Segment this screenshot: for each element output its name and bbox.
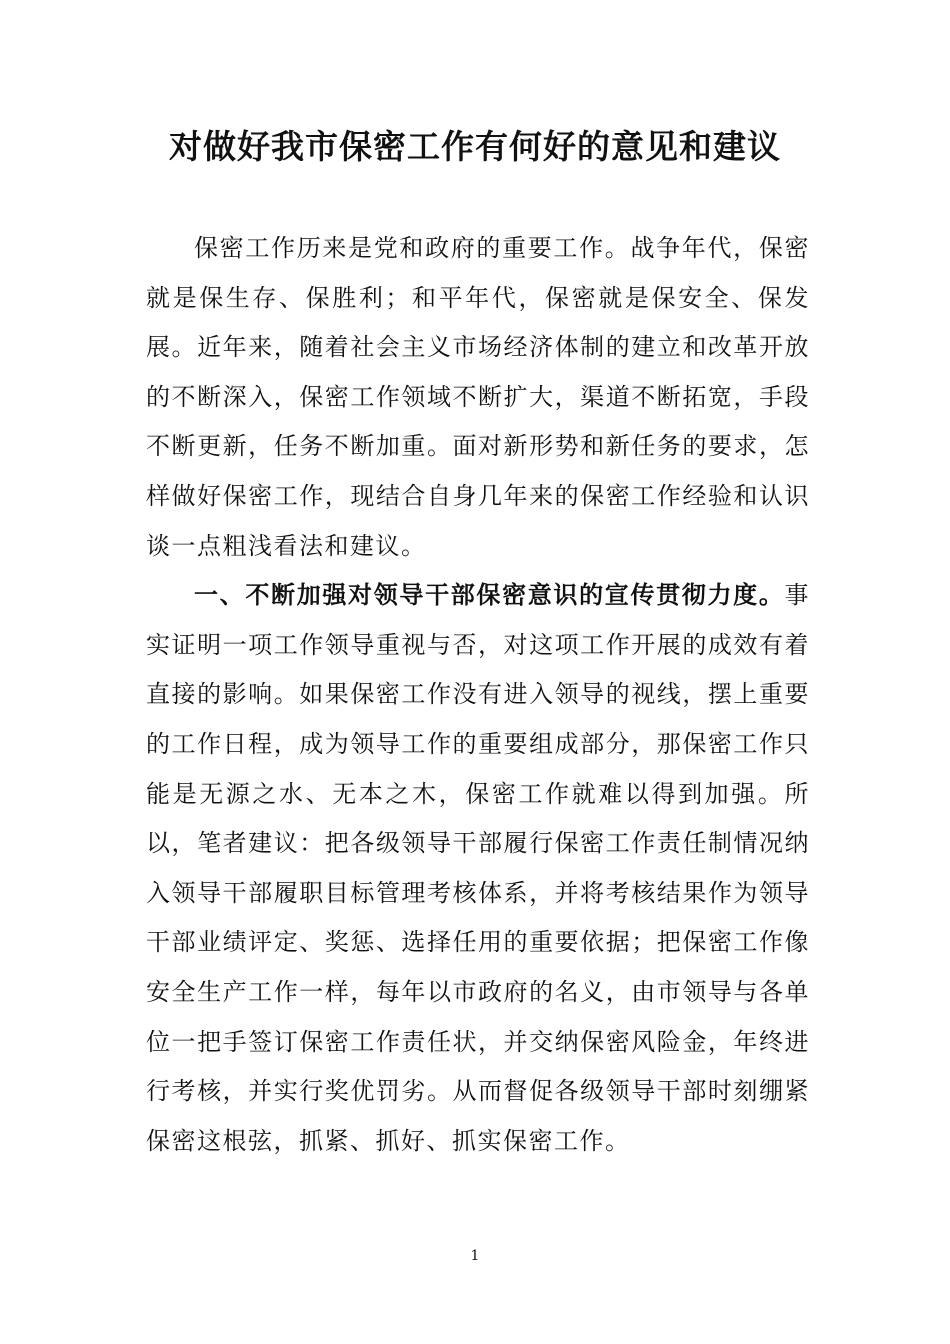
document-body [146,224,810,1166]
document-title: 对做好我市保密工作有何好的意见和建议 [169,127,781,166]
section-1-paragraph [146,571,810,1166]
section-1-body: 事实证明一项工作领导重视与否，对这项工作开展的成效有着直接的影响。如果保密工作没有进入领导的视线，摆上重要的工作日程，成为领导工作的重要组成部分，那保密工作只能是无源之水、无本之木，保密工作就难以得到加强。所以，笔者建议：把各级领导干部履行保密工作责任制情况纳入领导干部履职目标管理考核体系，并将考核结果作为领导干部业绩评定、奖惩、选择任用的重要依据；把保密工作像安全生产工作一样，每年以市政府的名义，由市领导与各单位一把手签订保密工作责任状，并交纳保密风险金，年终进行考核，并实行奖优罚劣。从而督促各级领导干部时刻绷紧保密这根弦，抓紧、抓好、抓实保密工作。 [146,581,810,1155]
page-number: 1 [470,1248,480,1264]
intro-paragraph: 保密工作历来是党和政府的重要工作。战争年代，保密就是保生存、保胜利；和平年代，保密就是保安全、保发展。近年来，随着社会主义市场经济体制的建立和改革开放的不断深入，保密工作领域不断扩大，渠道不断拓宽，手段不断更新，任务不断加重。面对新形势和新任务的要求，怎样做好保密工作，现结合自身几年来的保密工作经验和认识谈一点粗浅看法和建议。 [146,234,810,560]
section-1-heading: 一、不断加强对领导干部保密意识的宣传贯彻力度。 [194,581,785,610]
